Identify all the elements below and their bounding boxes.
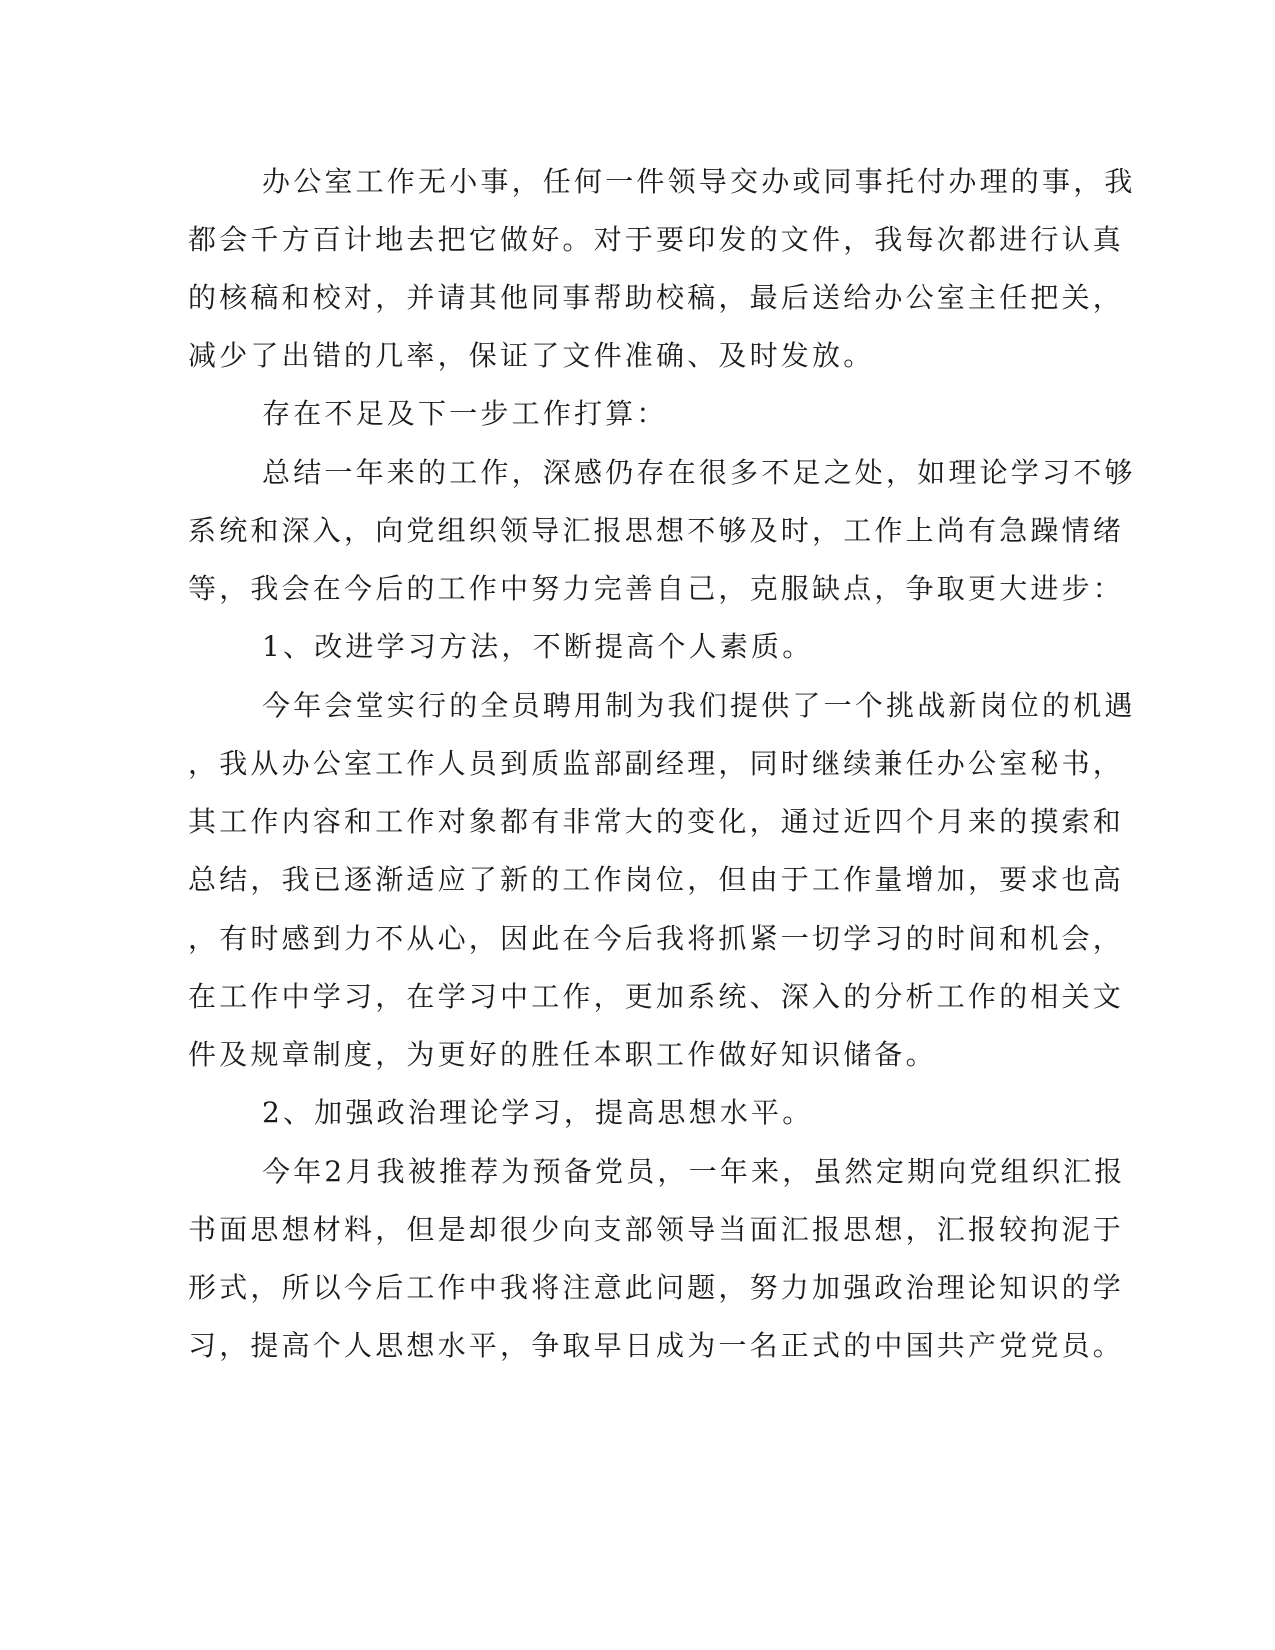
section-heading: 存在不足及下一步工作打算： <box>262 397 668 430</box>
text-line-2: 都会千方百计地去把它做好。对于要印发的文件，我每次都进行认真 <box>188 223 1125 256</box>
text-line-20: 形式，所以今后工作中我将注意此问题，努力加强政治理论知识的学 <box>188 1271 1125 1304</box>
text-line-19: 书面思想材料，但是却很少向支部领导当面汇报思想，汇报较拘泥于 <box>188 1213 1125 1246</box>
text-line-6: 总结一年来的工作，深感仍存在很多不足之处，如理论学习不够 <box>262 456 1136 489</box>
text-line-4: 减少了出错的几率，保证了文件准确、及时发放。 <box>188 339 875 372</box>
list-item-1-heading: 1、改进学习方法，不断提高个人素质。 <box>262 630 814 663</box>
text-line-10: 今年会堂实行的全员聘用制为我们提供了一个挑战新岗位的机遇 <box>262 689 1136 722</box>
text-line-15: 在工作中学习，在学习中工作，更加系统、深入的分析工作的相关文 <box>188 980 1125 1013</box>
text-line-3: 的核稿和校对，并请其他同事帮助校稿，最后送给办公室主任把关， <box>188 281 1125 314</box>
text-line-18: 今年2月我被推荐为预备党员，一年来，虽然定期向党组织汇报 <box>262 1155 1126 1188</box>
text-line-14: ，有时感到力不从心，因此在今后我将抓紧一切学习的时间和机会， <box>188 922 1125 955</box>
text-line-12: 其工作内容和工作对象都有非常大的变化，通过近四个月来的摸索和 <box>188 805 1125 838</box>
text-line-21: 习，提高个人思想水平，争取早日成为一名正式的中国共产党党员。 <box>188 1329 1125 1362</box>
list-item-2-heading: 2、加强政治理论学习，提高思想水平。 <box>262 1096 814 1129</box>
text-line-16: 件及规章制度，为更好的胜任本职工作做好知识储备。 <box>188 1038 937 1071</box>
text-line-11: ，我从办公室工作人员到质监部副经理，同时继续兼任办公室秘书， <box>188 747 1125 780</box>
text-line-8: 等，我会在今后的工作中努力完善自己，克服缺点，争取更大进步： <box>188 572 1125 605</box>
text-line-13: 总结，我已逐渐适应了新的工作岗位，但由于工作量增加，要求也高 <box>188 863 1125 896</box>
text-line-1: 办公室工作无小事，任何一件领导交办或同事托付办理的事，我 <box>262 165 1136 198</box>
text-line-7: 系统和深入，向党组织领导汇报思想不够及时，工作上尚有急躁情绪 <box>188 514 1125 547</box>
